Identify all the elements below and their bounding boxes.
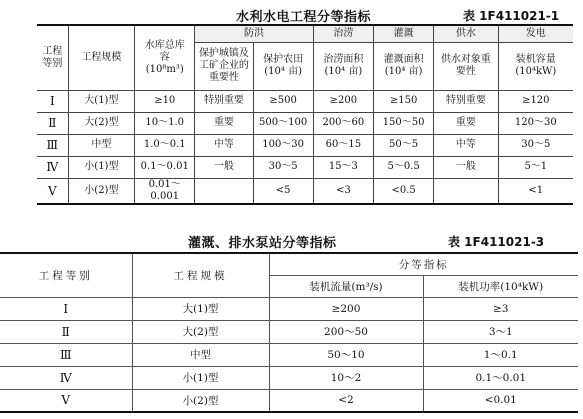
cell-drainage: 200～60 <box>313 112 373 134</box>
cell-grade: Ⅴ <box>0 389 132 412</box>
group-flood: 防洪 <box>195 25 313 42</box>
group-irrigation: 灌溉 <box>373 25 433 42</box>
table-row <box>0 389 578 412</box>
cell-reservoir: 10～1.0 <box>135 112 195 134</box>
cell-drainage: ≥200 <box>313 90 373 112</box>
cell-drainage: 15～3 <box>313 156 373 178</box>
cell-flow: 200～50 <box>269 320 423 343</box>
cell-city: 一般 <box>195 156 253 178</box>
cell-irrigation: 150～50 <box>373 112 433 134</box>
cell-power: <0.01 <box>423 389 578 412</box>
group-drainage: 治涝 <box>313 25 373 42</box>
header-supply-object: 供水对象重要性 <box>434 42 498 90</box>
cell-grade: Ⅳ <box>37 156 68 178</box>
header-power: 装机功率(10⁴kW) <box>423 275 578 297</box>
cell-irrigation: 50～5 <box>373 134 433 156</box>
cell-irrigation: ≥150 <box>373 90 433 112</box>
cell-city: 重要 <box>195 112 253 134</box>
cell-power: 30～5 <box>498 134 573 156</box>
table-row <box>0 343 578 366</box>
cell-reservoir: 1.0～0.1 <box>135 134 195 156</box>
cell-grade: Ⅴ <box>37 178 68 204</box>
cell-grade: Ⅱ <box>0 320 132 343</box>
cell-scale: 大(2)型 <box>68 112 134 134</box>
cell-grade: Ⅰ <box>37 90 68 112</box>
table1-title: 水利水电工程分等指标 <box>236 10 372 25</box>
cell-supply: 一般 <box>434 156 498 178</box>
table1-title-row <box>0 6 583 24</box>
cell-grade: Ⅰ <box>0 297 132 320</box>
header-scale: 工程规模 <box>68 25 134 90</box>
table-row <box>37 134 573 156</box>
cell-irrigation: 5～0.5 <box>373 156 433 178</box>
cell-scale: 小(2)型 <box>68 178 134 204</box>
cell-power: <1 <box>498 178 573 204</box>
table-row <box>37 178 573 204</box>
header-protect-farmland: 保护农田(10⁴ 亩) <box>253 42 313 90</box>
header-scale: 工程规模 <box>132 253 269 297</box>
cell-reservoir: ≥10 <box>135 90 195 112</box>
cell-grade: Ⅳ <box>0 366 132 389</box>
cell-flow: 10～2 <box>269 366 423 389</box>
cell-power: ≥120 <box>498 90 573 112</box>
cell-city: 中等 <box>195 134 253 156</box>
cell-scale: 大(2)型 <box>132 320 269 343</box>
cell-grade: Ⅲ <box>37 134 68 156</box>
cell-farmland: 30～5 <box>253 156 313 178</box>
table-row <box>0 320 578 343</box>
cell-scale: 中型 <box>132 343 269 366</box>
table2-title-row <box>0 232 583 250</box>
group-water-supply: 供水 <box>434 25 498 42</box>
cell-supply <box>434 178 498 204</box>
table2-title: 灌溉、排水泵站分等指标 <box>188 236 337 251</box>
cell-scale: 中型 <box>68 134 134 156</box>
cell-flow: <2 <box>269 389 423 412</box>
cell-flow: ≥200 <box>269 297 423 320</box>
cell-reservoir: 0.1～0.01 <box>135 156 195 178</box>
cell-scale: 大(1)型 <box>68 90 134 112</box>
table-row <box>37 112 573 134</box>
cell-irrigation: <0.5 <box>373 178 433 204</box>
table-row <box>37 156 573 178</box>
table1 <box>37 24 573 205</box>
table2-number: 表 1F411021-3 <box>448 235 545 249</box>
cell-scale: 小(1)型 <box>132 366 269 389</box>
cell-city <box>195 178 253 204</box>
cell-scale: 小(1)型 <box>68 156 134 178</box>
table2 <box>0 252 578 413</box>
cell-supply: 特别重要 <box>434 90 498 112</box>
cell-grade: Ⅱ <box>37 112 68 134</box>
cell-power: 0.1～0.01 <box>423 366 578 389</box>
cell-supply: 重要 <box>434 112 498 134</box>
header-indicator: 分等指标 <box>269 253 578 275</box>
header-grade: 工程等别 <box>0 253 132 297</box>
cell-city: 特别重要 <box>195 90 253 112</box>
cell-farmland: 500～100 <box>253 112 313 134</box>
table1-number: 表 1F411021-1 <box>463 9 560 23</box>
header-irrigation-area: 灌溉面积(10⁴ 亩) <box>373 42 433 90</box>
table-row <box>0 366 578 389</box>
cell-farmland: <5 <box>253 178 313 204</box>
cell-scale: 小(2)型 <box>132 389 269 412</box>
cell-reservoir: 0.01～0.001 <box>135 178 195 204</box>
cell-grade: Ⅲ <box>0 343 132 366</box>
table-row <box>0 297 578 320</box>
cell-farmland: 100～30 <box>253 134 313 156</box>
cell-flow: 50～10 <box>269 343 423 366</box>
cell-drainage: <3 <box>313 178 373 204</box>
header-flow: 装机流量(m³/s) <box>269 275 423 297</box>
group-power: 发电 <box>498 25 573 42</box>
cell-power: 120～30 <box>498 112 573 134</box>
cell-power: 3～1 <box>423 320 578 343</box>
cell-farmland: ≥500 <box>253 90 313 112</box>
header-installed-capacity: 装机容量(10⁴kW) <box>498 42 573 90</box>
cell-scale: 大(1)型 <box>132 297 269 320</box>
cell-supply: 中等 <box>434 134 498 156</box>
cell-power: 1～0.1 <box>423 343 578 366</box>
cell-power: ≥3 <box>423 297 578 320</box>
header-reservoir: 水库总库容(10⁸m³) <box>135 25 195 90</box>
table-row <box>37 90 573 112</box>
cell-drainage: 60～15 <box>313 134 373 156</box>
header-drainage-area: 治涝面积(10⁴ 亩) <box>313 42 373 90</box>
header-grade: 工程等别 <box>37 25 68 90</box>
cell-power: 5～1 <box>498 156 573 178</box>
header-protect-city: 保护城镇及工矿企业的重要性 <box>195 42 253 90</box>
